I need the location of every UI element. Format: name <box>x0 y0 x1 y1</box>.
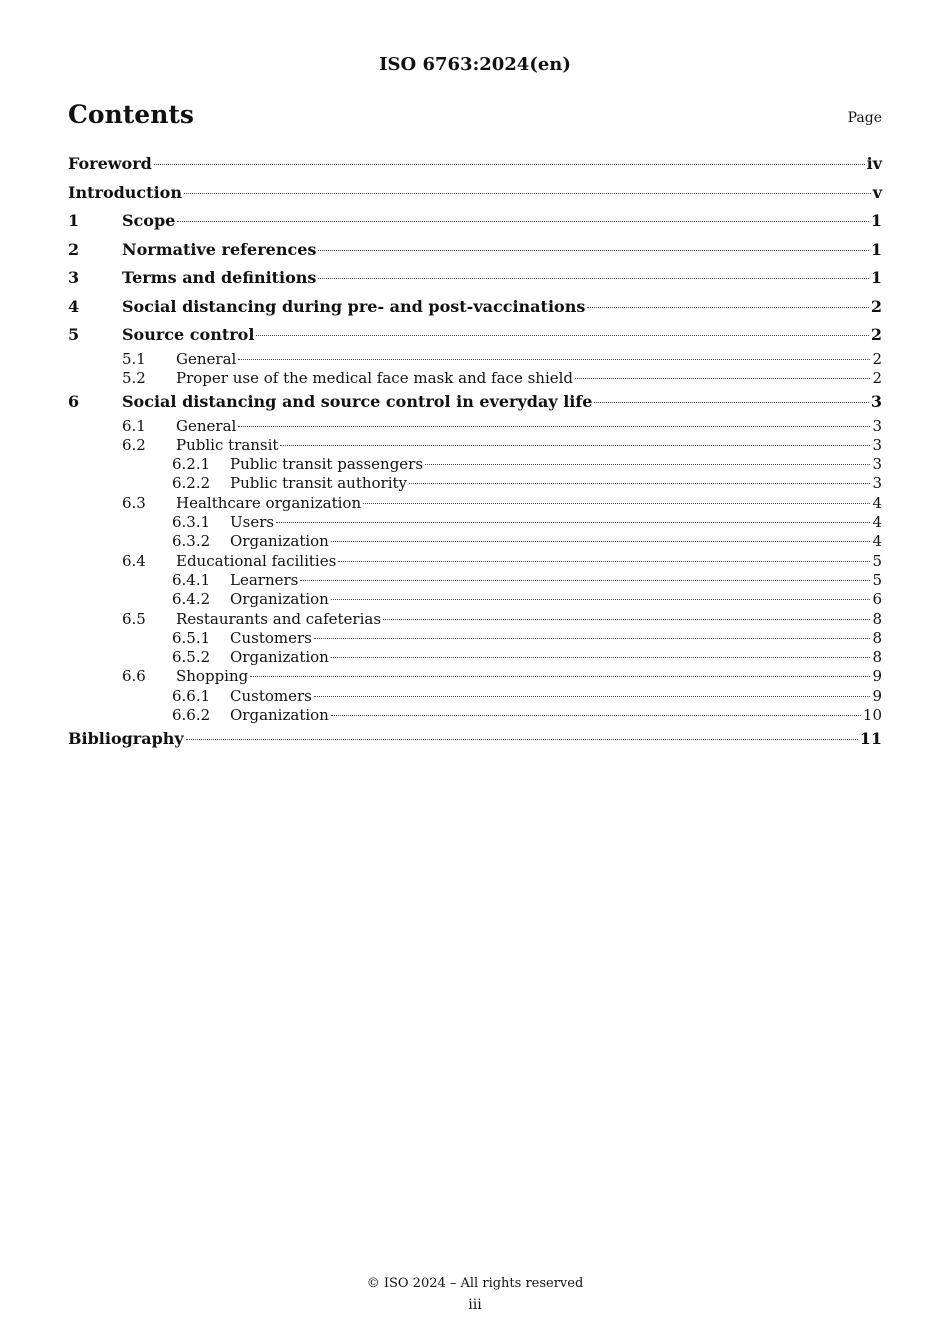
toc-entry[interactable] <box>68 455 882 474</box>
dot-leader <box>331 715 861 716</box>
dot-leader <box>331 657 871 658</box>
toc-entry[interactable] <box>68 369 882 388</box>
toc-entry-title: Educational facilities <box>176 551 337 570</box>
toc-entry[interactable] <box>68 532 882 551</box>
toc-entry[interactable] <box>68 417 882 436</box>
dot-leader <box>594 402 868 403</box>
toc-entry-page: 4 <box>872 493 882 512</box>
toc-entry-title: Scope <box>122 211 176 230</box>
toc-entry[interactable] <box>68 687 882 706</box>
toc-entry-number: 4 <box>68 296 80 316</box>
toc-entry-number: 6.6 <box>122 667 146 686</box>
toc-entry-title: Shopping <box>176 667 249 686</box>
toc-entry[interactable] <box>68 590 882 609</box>
dot-leader <box>331 599 871 600</box>
toc-entry-number: 6.5.1 <box>172 628 211 647</box>
dot-leader <box>154 164 865 165</box>
dot-leader <box>587 307 869 308</box>
page-number: iii <box>468 1297 482 1313</box>
dot-leader <box>409 483 870 484</box>
toc-entry-title: Organization <box>230 648 329 667</box>
toc-entry-page: 1 <box>870 268 882 287</box>
toc-entry-number: 6.5.2 <box>172 648 211 667</box>
dot-leader <box>575 378 870 379</box>
dot-leader <box>318 250 868 251</box>
toc-entry[interactable] <box>68 350 882 369</box>
dot-leader <box>186 739 858 740</box>
toc-entry-title: Healthcare organization <box>176 493 362 512</box>
toc-entry-title: Introduction <box>68 182 182 202</box>
toc-entry-page: 8 <box>872 648 882 667</box>
toc-entry-page: v <box>872 182 882 202</box>
toc-entry-title: Public transit passengers <box>230 455 424 474</box>
toc-entry-page: 9 <box>872 686 882 705</box>
toc-entry[interactable] <box>68 610 882 629</box>
toc-entry-number: 6.2.1 <box>172 455 211 474</box>
toc-entry[interactable] <box>68 321 882 350</box>
table-of-contents <box>68 150 882 754</box>
toc-entry-number: 6.3.1 <box>172 513 211 532</box>
toc-entry[interactable] <box>68 179 882 208</box>
toc-entry-number: 3 <box>68 268 80 287</box>
dot-leader <box>314 696 871 697</box>
toc-entry-title: Bibliography <box>68 729 184 749</box>
toc-entry-page: 3 <box>872 416 882 435</box>
dot-leader <box>256 335 868 336</box>
toc-entry-title: Public transit authority <box>230 474 408 493</box>
toc-entry-page: 3 <box>870 392 882 412</box>
dot-leader <box>318 278 868 279</box>
dot-leader <box>276 522 870 523</box>
toc-entry[interactable] <box>68 388 882 417</box>
toc-entry[interactable] <box>68 474 882 493</box>
toc-entry-page: 1 <box>870 239 882 259</box>
toc-entry-title: Social distancing and source control in everyday life <box>122 392 593 412</box>
toc-entry[interactable] <box>68 667 882 686</box>
toc-entry-title: Users <box>230 513 275 532</box>
dot-leader <box>383 619 870 620</box>
dot-leader <box>314 638 871 639</box>
toc-entry-number: 6.5 <box>122 609 146 628</box>
toc-entry-page: 11 <box>859 729 882 749</box>
toc-entry[interactable] <box>68 513 882 532</box>
toc-entry-page: 3 <box>872 474 882 493</box>
dot-leader <box>177 221 869 222</box>
toc-entry-number: 6.4 <box>122 551 146 570</box>
toc-entry-number: 6.4.1 <box>172 570 211 589</box>
toc-entry-number: 5 <box>68 325 80 344</box>
toc-entry[interactable] <box>68 293 882 322</box>
dot-leader <box>300 580 870 581</box>
page-title: Contents <box>68 100 195 129</box>
dot-leader <box>331 541 871 542</box>
toc-entry-title: General <box>176 416 237 435</box>
toc-entry-page: 5 <box>872 570 882 589</box>
toc-entry[interactable] <box>68 552 882 571</box>
toc-entry-title: General <box>176 349 237 368</box>
toc-entry-number: 6.4.2 <box>172 590 211 609</box>
copyright-notice: © ISO 2024 – All rights reserved <box>366 1276 584 1291</box>
dot-leader <box>425 464 870 465</box>
toc-entry[interactable] <box>68 236 882 265</box>
toc-entry-page: 2 <box>870 325 882 344</box>
toc-entry[interactable] <box>68 629 882 648</box>
toc-entry-title: Customers <box>230 686 312 705</box>
toc-entry-number: 6.2.2 <box>172 474 211 493</box>
toc-entry-page: iv <box>866 154 882 173</box>
toc-entry-title: Normative references <box>122 239 317 259</box>
toc-entry[interactable] <box>68 436 882 455</box>
toc-entry-title: Learners <box>230 570 299 589</box>
toc-entry-number: 6 <box>68 392 80 412</box>
toc-entry-number: 5.2 <box>122 368 146 387</box>
toc-entry-title: Restaurants and cafeterias <box>176 609 382 628</box>
toc-entry-number: 6.6.1 <box>172 686 211 705</box>
toc-entry-title: Source control <box>122 325 255 344</box>
toc-entry[interactable] <box>68 150 882 179</box>
toc-entry-number: 6.1 <box>122 416 146 435</box>
toc-entry-page: 3 <box>872 435 882 454</box>
toc-entry-page: 5 <box>872 551 882 570</box>
toc-entry-page: 1 <box>870 211 882 230</box>
toc-entry-page: 4 <box>872 532 882 551</box>
toc-entry-number: 5.1 <box>122 349 146 368</box>
toc-entry-number: 6.2 <box>122 435 146 454</box>
toc-entry[interactable] <box>68 571 882 590</box>
toc-entry-number: 2 <box>68 239 80 259</box>
toc-entry-number: 1 <box>68 211 80 230</box>
dot-leader <box>338 561 870 562</box>
toc-entry-page: 10 <box>862 706 882 725</box>
toc-entry-title: Organization <box>230 532 329 551</box>
toc-entry-page: 8 <box>872 628 882 647</box>
toc-entry-title: Foreword <box>68 154 152 173</box>
toc-entry[interactable] <box>68 264 882 293</box>
toc-entry-page: 4 <box>872 513 882 532</box>
toc-entry-page: 2 <box>870 296 882 316</box>
toc-entry-page: 2 <box>872 349 882 368</box>
toc-entry-title: Customers <box>230 628 312 647</box>
toc-entry-title: Social distancing during pre- and post-vaccinations <box>122 296 586 316</box>
toc-entry-title: Proper use of the medical face mask and face shield <box>176 368 574 387</box>
page-column-label: Page <box>847 110 882 126</box>
toc-entry-title: Organization <box>230 590 329 609</box>
toc-entry[interactable] <box>68 207 882 236</box>
dot-leader <box>184 193 871 194</box>
toc-entry-page: 9 <box>872 667 882 686</box>
toc-entry-page: 3 <box>872 455 882 474</box>
dot-leader <box>280 445 870 446</box>
toc-entry[interactable] <box>68 725 882 754</box>
toc-entry-number: 6.6.2 <box>172 706 211 725</box>
toc-entry[interactable] <box>68 706 882 725</box>
toc-entry-number: 6.3 <box>122 493 146 512</box>
toc-entry-title: Organization <box>230 706 329 725</box>
toc-entry-title: Terms and definitions <box>122 268 317 287</box>
document-id: ISO 6763:2024(en) <box>379 54 571 75</box>
toc-entry-page: 8 <box>872 609 882 628</box>
dot-leader <box>250 676 870 677</box>
toc-entry-page: 2 <box>872 368 882 387</box>
dot-leader <box>238 359 870 360</box>
toc-entry-number: 6.3.2 <box>172 532 211 551</box>
toc-entry-title: Public transit <box>176 435 279 454</box>
toc-entry-page: 6 <box>872 590 882 609</box>
toc-entry[interactable] <box>68 648 882 667</box>
dot-leader <box>238 426 870 427</box>
dot-leader <box>363 503 870 504</box>
toc-entry[interactable] <box>68 494 882 513</box>
